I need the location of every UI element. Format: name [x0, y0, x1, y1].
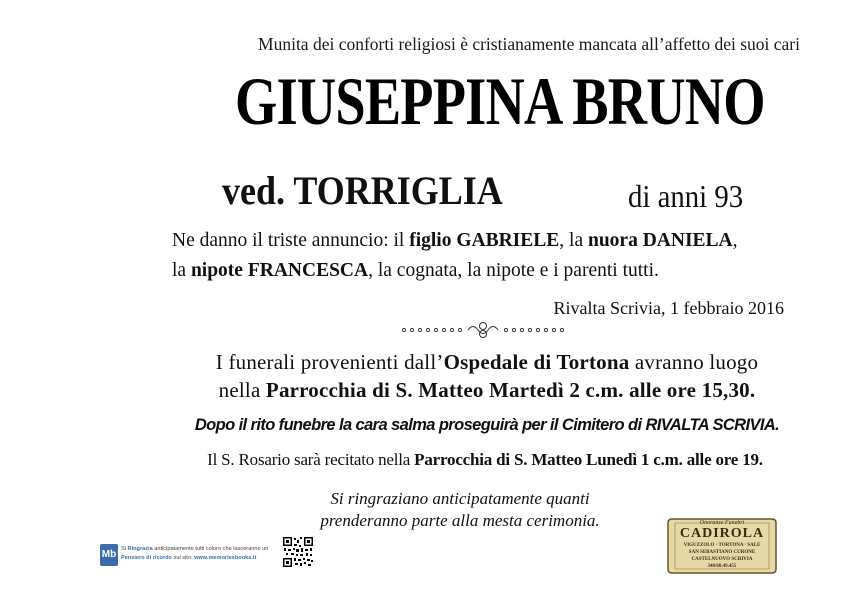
- agency-name: CADIROLA: [679, 526, 765, 541]
- funeral-agency-badge: [666, 515, 778, 577]
- funeral-text: I funerali provenienti dall’: [215, 350, 444, 374]
- agency-line-3: CASTELNUOVO SCRIVIA: [691, 557, 753, 562]
- place-date: Rivalta Scrivia, 1 febbraio 2016: [553, 298, 784, 318]
- announcement-text: , la cognata, la nipote e i parenti tutti.: [368, 260, 659, 281]
- rosary-text: Il S. Rosario sarà recitato nella: [207, 450, 415, 469]
- qr-code-icon[interactable]: [282, 536, 314, 568]
- memoriesbooks-logo: Mb: [100, 544, 118, 566]
- widow-of: ved. TORRIGLIA: [222, 168, 503, 213]
- footer-text: sul sito:: [171, 555, 195, 561]
- footer-text: Si: [121, 546, 128, 552]
- announcement-text: la: [172, 260, 191, 281]
- burial-info: Dopo il rito funebre la cara salma proseguirà per il Cimitero di RIVALTA SCRIVIA.: [194, 416, 780, 434]
- funeral-text: nella: [218, 378, 266, 402]
- ornament-divider: [398, 320, 568, 340]
- announcement-text: , la: [559, 230, 588, 251]
- agency-line-1: VIGUZZOLO · TORTONA · SALE: [683, 543, 761, 548]
- thanks-note: [290, 488, 630, 532]
- church-time: Parrocchia di S. Matteo Martedì 2 c.m. alle ore 15,30.: [265, 378, 756, 402]
- rosary-church-time: Parrocchia di S. Matteo Lunedì 1 c.m. alle ore 19.: [414, 450, 763, 469]
- footer-bold: Pensiero di ricordo: [121, 555, 172, 561]
- agency-phone: 340/68.49.455: [707, 564, 737, 569]
- footer-bold: Ringrazia: [127, 546, 153, 552]
- funeral-text: avranno luogo: [629, 350, 759, 374]
- daughter-in-law-name: nuora DANIELA: [587, 230, 733, 251]
- website-link[interactable]: www.memoriesbooks.it: [194, 555, 257, 561]
- hospital: Ospedale di Tortona: [443, 350, 630, 374]
- agency-kicker: Onoranze Funebri: [699, 520, 745, 526]
- deceased-name: GIUSEPPINA BRUNO: [235, 63, 765, 139]
- agency-line-2: SAN SEBASTIANO CURONE: [688, 550, 756, 555]
- funeral-info: [172, 348, 802, 404]
- announcement-text: Ne danno il triste annuncio: il: [172, 230, 410, 251]
- footer-note: [121, 545, 281, 563]
- footer-text: anticipatamente tutti coloro che lasceranno un: [152, 546, 269, 552]
- son-name: figlio GABRIELE: [409, 230, 560, 251]
- announcement: [172, 226, 812, 286]
- thanks-line-2: prenderanno parte alla mesta cerimonia.: [320, 511, 600, 530]
- age: di anni 93: [628, 178, 744, 214]
- grandchild-name: nipote FRANCESCA: [190, 260, 369, 281]
- thanks-line-1: Si ringraziano anticipatamente quanti: [330, 489, 590, 508]
- intro-text: Munita dei conforti religiosi è cristianamente mancata all’affetto dei suoi cari: [258, 34, 800, 54]
- rosary-info: [160, 450, 810, 470]
- announcement-text: ,: [732, 230, 738, 251]
